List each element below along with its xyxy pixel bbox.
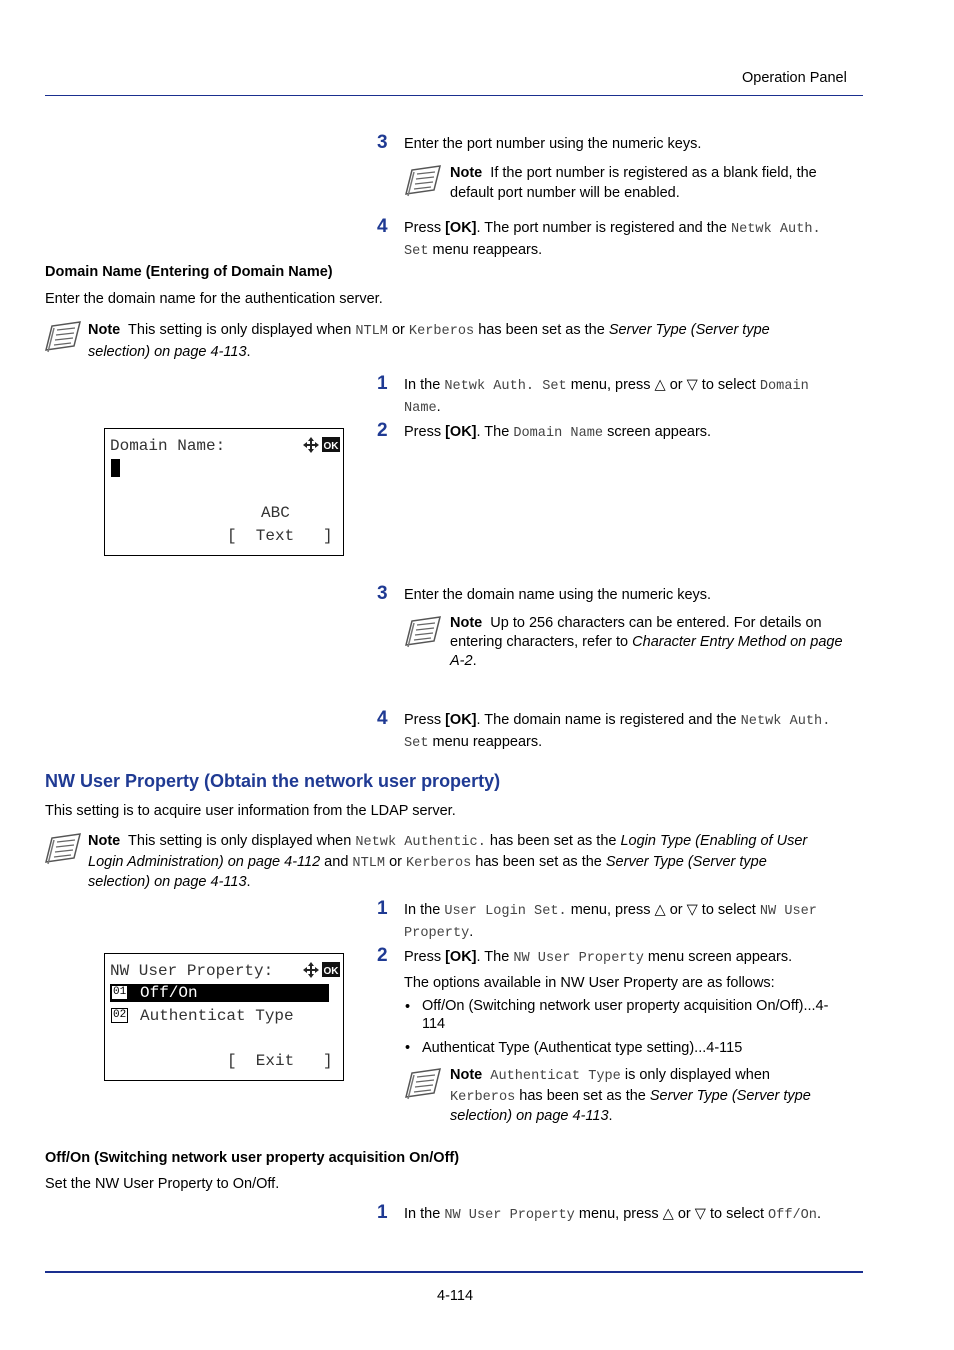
bullet: • (405, 1040, 411, 1056)
text: This setting is only displayed when (128, 322, 356, 338)
xref: Server Type (Server type (649, 1087, 811, 1104)
text: Off/On (Switching network user property acquisition On/Off)...4- (422, 998, 829, 1014)
text: has been set as the (485, 833, 621, 849)
option-value: NTLM (352, 855, 386, 871)
text: is only displayed when (620, 1067, 770, 1083)
note-label: Note (450, 165, 483, 181)
text: In the (404, 902, 445, 918)
text: menu reappears. (428, 734, 543, 750)
menu-name: Netwk Auth. (730, 222, 821, 237)
lcd-screen (104, 953, 344, 1081)
option-value: Kerberos (450, 1089, 516, 1105)
text: 114 (422, 1016, 446, 1032)
note-text: default port number will be enabled. (450, 185, 680, 201)
xref: selection) on page 4-113 (88, 344, 247, 360)
ok-key: [OK] (445, 949, 477, 965)
text: Press (404, 712, 446, 728)
menu-name: Netwk Authentic. (355, 835, 486, 850)
text: . (816, 1206, 821, 1222)
text: Up to 256 characters can be entered. For details on (490, 615, 822, 631)
note (450, 614, 862, 671)
page-number: 4-114 (437, 1288, 474, 1304)
softkey-label[interactable]: [ Exit ] (227, 1052, 333, 1070)
step-number: 2 (377, 945, 388, 966)
text: . The (476, 424, 514, 440)
text: has been set as the (474, 322, 609, 338)
note (450, 1066, 862, 1126)
text: In the (404, 377, 445, 393)
menu-name: Set (404, 244, 429, 259)
note-icon (404, 164, 442, 198)
note-icon (404, 615, 442, 649)
menu-item-label: Off/On (140, 984, 198, 1002)
xref: Character Entry Method on page (632, 634, 843, 650)
text: . (608, 1108, 613, 1124)
option-value: NTLM (355, 324, 388, 339)
menu-name: Property (404, 926, 470, 941)
input-mode: ABC (261, 504, 290, 522)
text: . (472, 653, 477, 669)
text: Press (404, 220, 446, 236)
menu-name: NW User Property (444, 1208, 575, 1223)
text: or (387, 322, 409, 338)
list-item (422, 997, 862, 1033)
lcd-screen (104, 428, 344, 556)
text: . (246, 344, 251, 360)
text: . (246, 874, 251, 890)
text: menu, press △ or ▽ to select (566, 377, 760, 393)
note (88, 320, 863, 362)
footer-rule (45, 1271, 863, 1273)
nav-ok-icon (303, 436, 341, 454)
section-desc: Enter the domain name for the authentication server. (45, 291, 383, 307)
xref: selection) on page 4-113 (450, 1108, 609, 1124)
step-text (404, 375, 859, 419)
text: menu screen appears. (643, 949, 793, 965)
step-number: 1 (377, 898, 388, 919)
menu-name: Authenticat Type (490, 1069, 621, 1084)
options-intro: The options available in NW User Property are as follows: (404, 975, 775, 991)
text: has been set as the (471, 853, 606, 870)
step-number: 3 (377, 132, 388, 153)
menu-name: Off/On (768, 1208, 817, 1223)
ok-label: OK (323, 441, 339, 452)
item-number: 01 (113, 986, 127, 998)
screen-name: Domain Name (513, 426, 604, 441)
text: Press (404, 424, 446, 440)
menu-name: NW User (759, 904, 817, 919)
item-number: 02 (113, 1009, 127, 1021)
step-number: 1 (377, 1202, 388, 1223)
nav-ok-icon (303, 961, 341, 979)
xref: Login Type (Enabling of User (620, 833, 808, 849)
text: entering characters, refer to (450, 634, 633, 650)
menu-item-label: Authenticat Type (140, 1007, 294, 1025)
note-label: Note (450, 615, 483, 631)
menu-name: User Login Set. (444, 904, 567, 919)
step-text: Enter the port number using the numeric keys. (404, 136, 702, 152)
step-text (404, 710, 859, 754)
note-icon (44, 832, 82, 866)
step-number: 4 (377, 708, 388, 729)
step-text (404, 422, 711, 444)
menu-name: Domain (759, 379, 809, 394)
section-desc: Set the NW User Property to On/Off. (45, 1176, 280, 1192)
lcd-title: NW User Property: (110, 962, 274, 980)
menu-item-selected[interactable] (110, 984, 329, 1002)
text: screen appears. (603, 424, 712, 440)
text: and (320, 853, 353, 870)
softkey-label[interactable]: [ Text ] (227, 527, 333, 545)
xref: Server Type (Server type (608, 322, 770, 338)
text: In the (404, 1206, 445, 1222)
text: has been set as the (515, 1087, 650, 1104)
menu-name: Netwk Auth. Set (444, 379, 567, 394)
section-heading: Off/On (Switching network user property acquisition On/Off) (45, 1150, 460, 1166)
text: menu, press △ or ▽ to select (574, 1206, 768, 1222)
note-label: Note (450, 1067, 483, 1083)
text: menu reappears. (428, 242, 543, 258)
lcd-title: Domain Name: (110, 437, 226, 455)
text: . The (476, 949, 514, 965)
header-rule (45, 95, 863, 96)
option-value: Kerberos (408, 324, 475, 339)
bullet: • (405, 999, 411, 1015)
text: . The port number is registered and the (476, 220, 731, 236)
note-icon (44, 320, 82, 354)
step-text (404, 947, 792, 969)
ok-label: OK (323, 966, 339, 977)
step-number: 1 (377, 373, 388, 394)
step-text: Enter the domain name using the numeric keys. (404, 587, 712, 603)
text: . (436, 399, 441, 415)
text: or (385, 853, 406, 870)
screen-name: NW User Property (513, 951, 644, 966)
note-label: Note (88, 322, 121, 338)
ok-key: [OK] (445, 712, 477, 728)
step-number: 2 (377, 420, 388, 441)
xref: Server Type (Server type (605, 853, 767, 870)
section-heading: Domain Name (Entering of Domain Name) (45, 264, 333, 280)
text: Press (404, 949, 446, 965)
step-number: 4 (377, 216, 388, 237)
menu-name: Netwk Auth. (740, 714, 831, 729)
option-value: Kerberos (406, 855, 472, 871)
menu-name: Name (404, 401, 437, 416)
step-number: 3 (377, 583, 388, 604)
text-cursor (111, 459, 120, 477)
note (88, 832, 868, 892)
ok-key: [OK] (445, 424, 477, 440)
note-label: Note (88, 833, 121, 849)
section-heading: NW User Property (Obtain the network user property) (45, 771, 501, 791)
xref: A-2 (450, 653, 473, 669)
running-header: Operation Panel (742, 70, 847, 86)
xref: Login Administration) on page 4-112 (88, 853, 321, 870)
text: . (469, 924, 474, 940)
text: . The domain name is registered and the (476, 712, 741, 728)
note (450, 163, 860, 203)
note-text: If the port number is registered as a blank field, the (490, 165, 817, 181)
xref: selection) on page 4-113 (88, 874, 247, 890)
note-icon (404, 1067, 442, 1101)
menu-name: Set (404, 736, 429, 751)
list-item: Authenticat Type (Authenticat type setting)...4-115 (422, 1040, 743, 1056)
ok-key: [OK] (445, 220, 477, 236)
text: menu, press △ or ▽ to select (566, 902, 760, 918)
step-text (404, 1204, 821, 1226)
step-text (404, 218, 859, 262)
menu-item[interactable] (110, 1007, 329, 1025)
step-text (404, 900, 859, 944)
text: This setting is only displayed when (128, 833, 356, 849)
section-desc: This setting is to acquire user information from the LDAP server. (45, 803, 456, 819)
